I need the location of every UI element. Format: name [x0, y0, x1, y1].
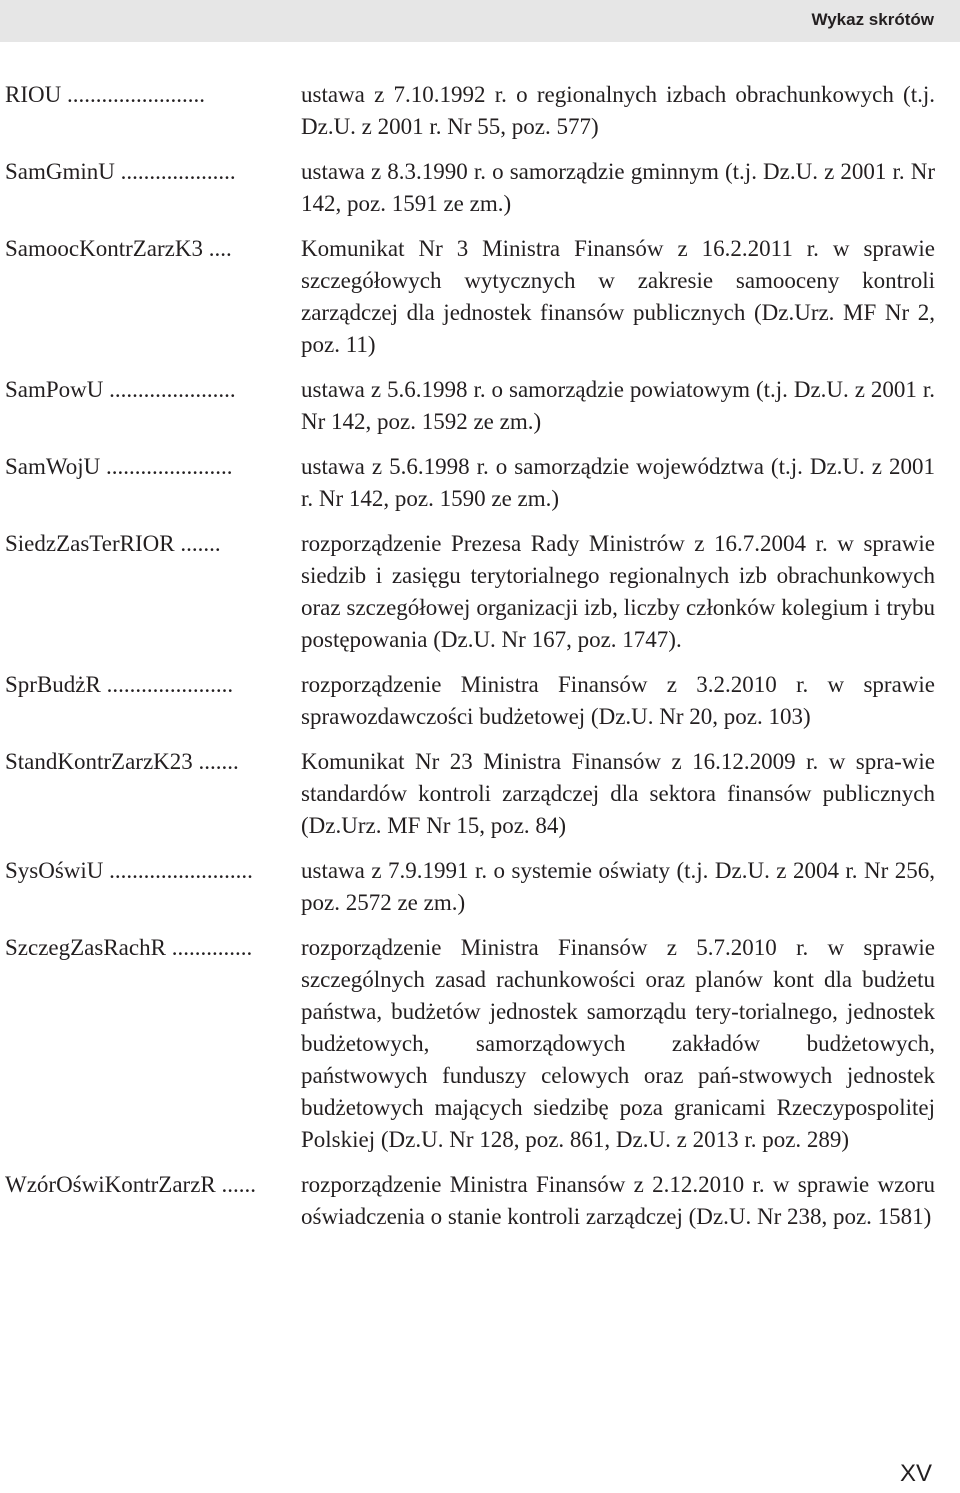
- abbreviation-entry: [5, 855, 935, 919]
- abbreviation-entry: [5, 233, 935, 361]
- section-title: Wykaz skrótów: [811, 10, 934, 29]
- abbreviation-entry: [5, 374, 935, 438]
- abbreviation-entry: [5, 79, 935, 143]
- abbreviation-term: SamGminU ....................: [5, 159, 236, 184]
- abbreviation-definition: rozporządzenie Prezesa Rady Ministrów z 16.7.2004 r. w sprawie siedzib i zasięgu terytorialnego regionalnych izb obrachunkowych oraz szczegółowej organizacji izb, liczby członków kolegium i trybu postępowania (Dz.U. Nr 167, poz. 1747).: [301, 531, 935, 652]
- abbreviation-term: SysOświU .........................: [5, 858, 253, 883]
- abbreviation-entry: [5, 1169, 935, 1233]
- abbreviation-term: SamoocKontrZarzK3 ....: [5, 236, 232, 261]
- abbreviation-entry: [5, 669, 935, 733]
- abbreviation-entry: [5, 932, 935, 1156]
- abbreviation-term: SamPowU ......................: [5, 377, 236, 402]
- abbreviation-definition: rozporządzenie Ministra Finansów z 2.12.2010 r. w sprawie wzoru oświadczenia o stanie kontroli zarządczej (Dz.U. Nr 238, poz. 1581): [301, 1172, 935, 1229]
- abbreviation-entry: [5, 746, 935, 842]
- abbreviation-term: SprBudżR ......................: [5, 672, 234, 697]
- abbreviation-entry: [5, 156, 935, 220]
- abbreviation-definition: Komunikat Nr 23 Ministra Finansów z 16.12.2009 r. w spra-wie standardów kontroli zarządczej dla sektora finansów publicznych (Dz.Urz. MF Nr 15, poz. 84): [301, 749, 935, 838]
- abbreviation-entry: [5, 451, 935, 515]
- abbreviation-definition: rozporządzenie Ministra Finansów z 5.7.2010 r. w sprawie szczególnych zasad rachunkowości oraz planów kont dla budżetu państwa, budżetów jednostek samorządu tery-torialnego, jednostek budżetowych, samorządowych zakładów budżetowych, państwowych funduszy celowych oraz pań-stwowych jednostek budżetowych mających siedzibę poza granicami Rzeczypospolitej Polskiej (Dz.U. Nr 128, poz. 861, Dz.U. z 2013 r. poz. 289): [301, 935, 935, 1152]
- abbreviation-term: SiedzZasTerRIOR .......: [5, 531, 221, 556]
- abbreviation-term: StandKontrZarzK23 .......: [5, 749, 239, 774]
- abbreviation-definition: ustawa z 5.6.1998 r. o samorządzie województwa (t.j. Dz.U. z 2001 r. Nr 142, poz. 1590 ze zm.): [301, 454, 935, 511]
- abbreviation-definition: Komunikat Nr 3 Ministra Finansów z 16.2.2011 r. w sprawie szczegółowych wytycznych w zakresie samooceny kontroli zarządczej dla jednostek finansów publicznych (Dz.Urz. MF Nr 2, poz. 11): [301, 236, 935, 357]
- abbreviation-definition: rozporządzenie Ministra Finansów z 3.2.2010 r. w sprawie sprawozdawczości budżetowej (Dz.U. Nr 20, poz. 103): [301, 672, 935, 729]
- abbreviation-term: RIOU ........................: [5, 82, 205, 107]
- page-number: XV: [899, 1460, 932, 1487]
- abbreviation-definition: ustawa z 5.6.1998 r. o samorządzie powiatowym (t.j. Dz.U. z 2001 r. Nr 142, poz. 1592 ze zm.): [301, 377, 935, 434]
- abbreviation-term: WzórOświKontrZarzR ......: [5, 1172, 257, 1197]
- abbreviation-term: SzczegZasRachR ..............: [5, 935, 253, 960]
- running-header: [0, 0, 960, 42]
- abbreviation-definition: ustawa z 7.9.1991 r. o systemie oświaty (t.j. Dz.U. z 2004 r. Nr 256, poz. 2572 ze zm.): [301, 858, 935, 915]
- abbreviation-list: [5, 79, 935, 1233]
- abbreviation-definition: ustawa z 7.10.1992 r. o regionalnych izbach obrachunkowych (t.j. Dz.U. z 2001 r. Nr 55, poz. 577): [301, 82, 935, 139]
- abbreviation-term: SamWojU ......................: [5, 454, 233, 479]
- abbreviation-entry: [5, 528, 935, 656]
- abbreviation-definition: ustawa z 8.3.1990 r. o samorządzie gminnym (t.j. Dz.U. z 2001 r. Nr 142, poz. 1591 ze zm.): [301, 159, 935, 216]
